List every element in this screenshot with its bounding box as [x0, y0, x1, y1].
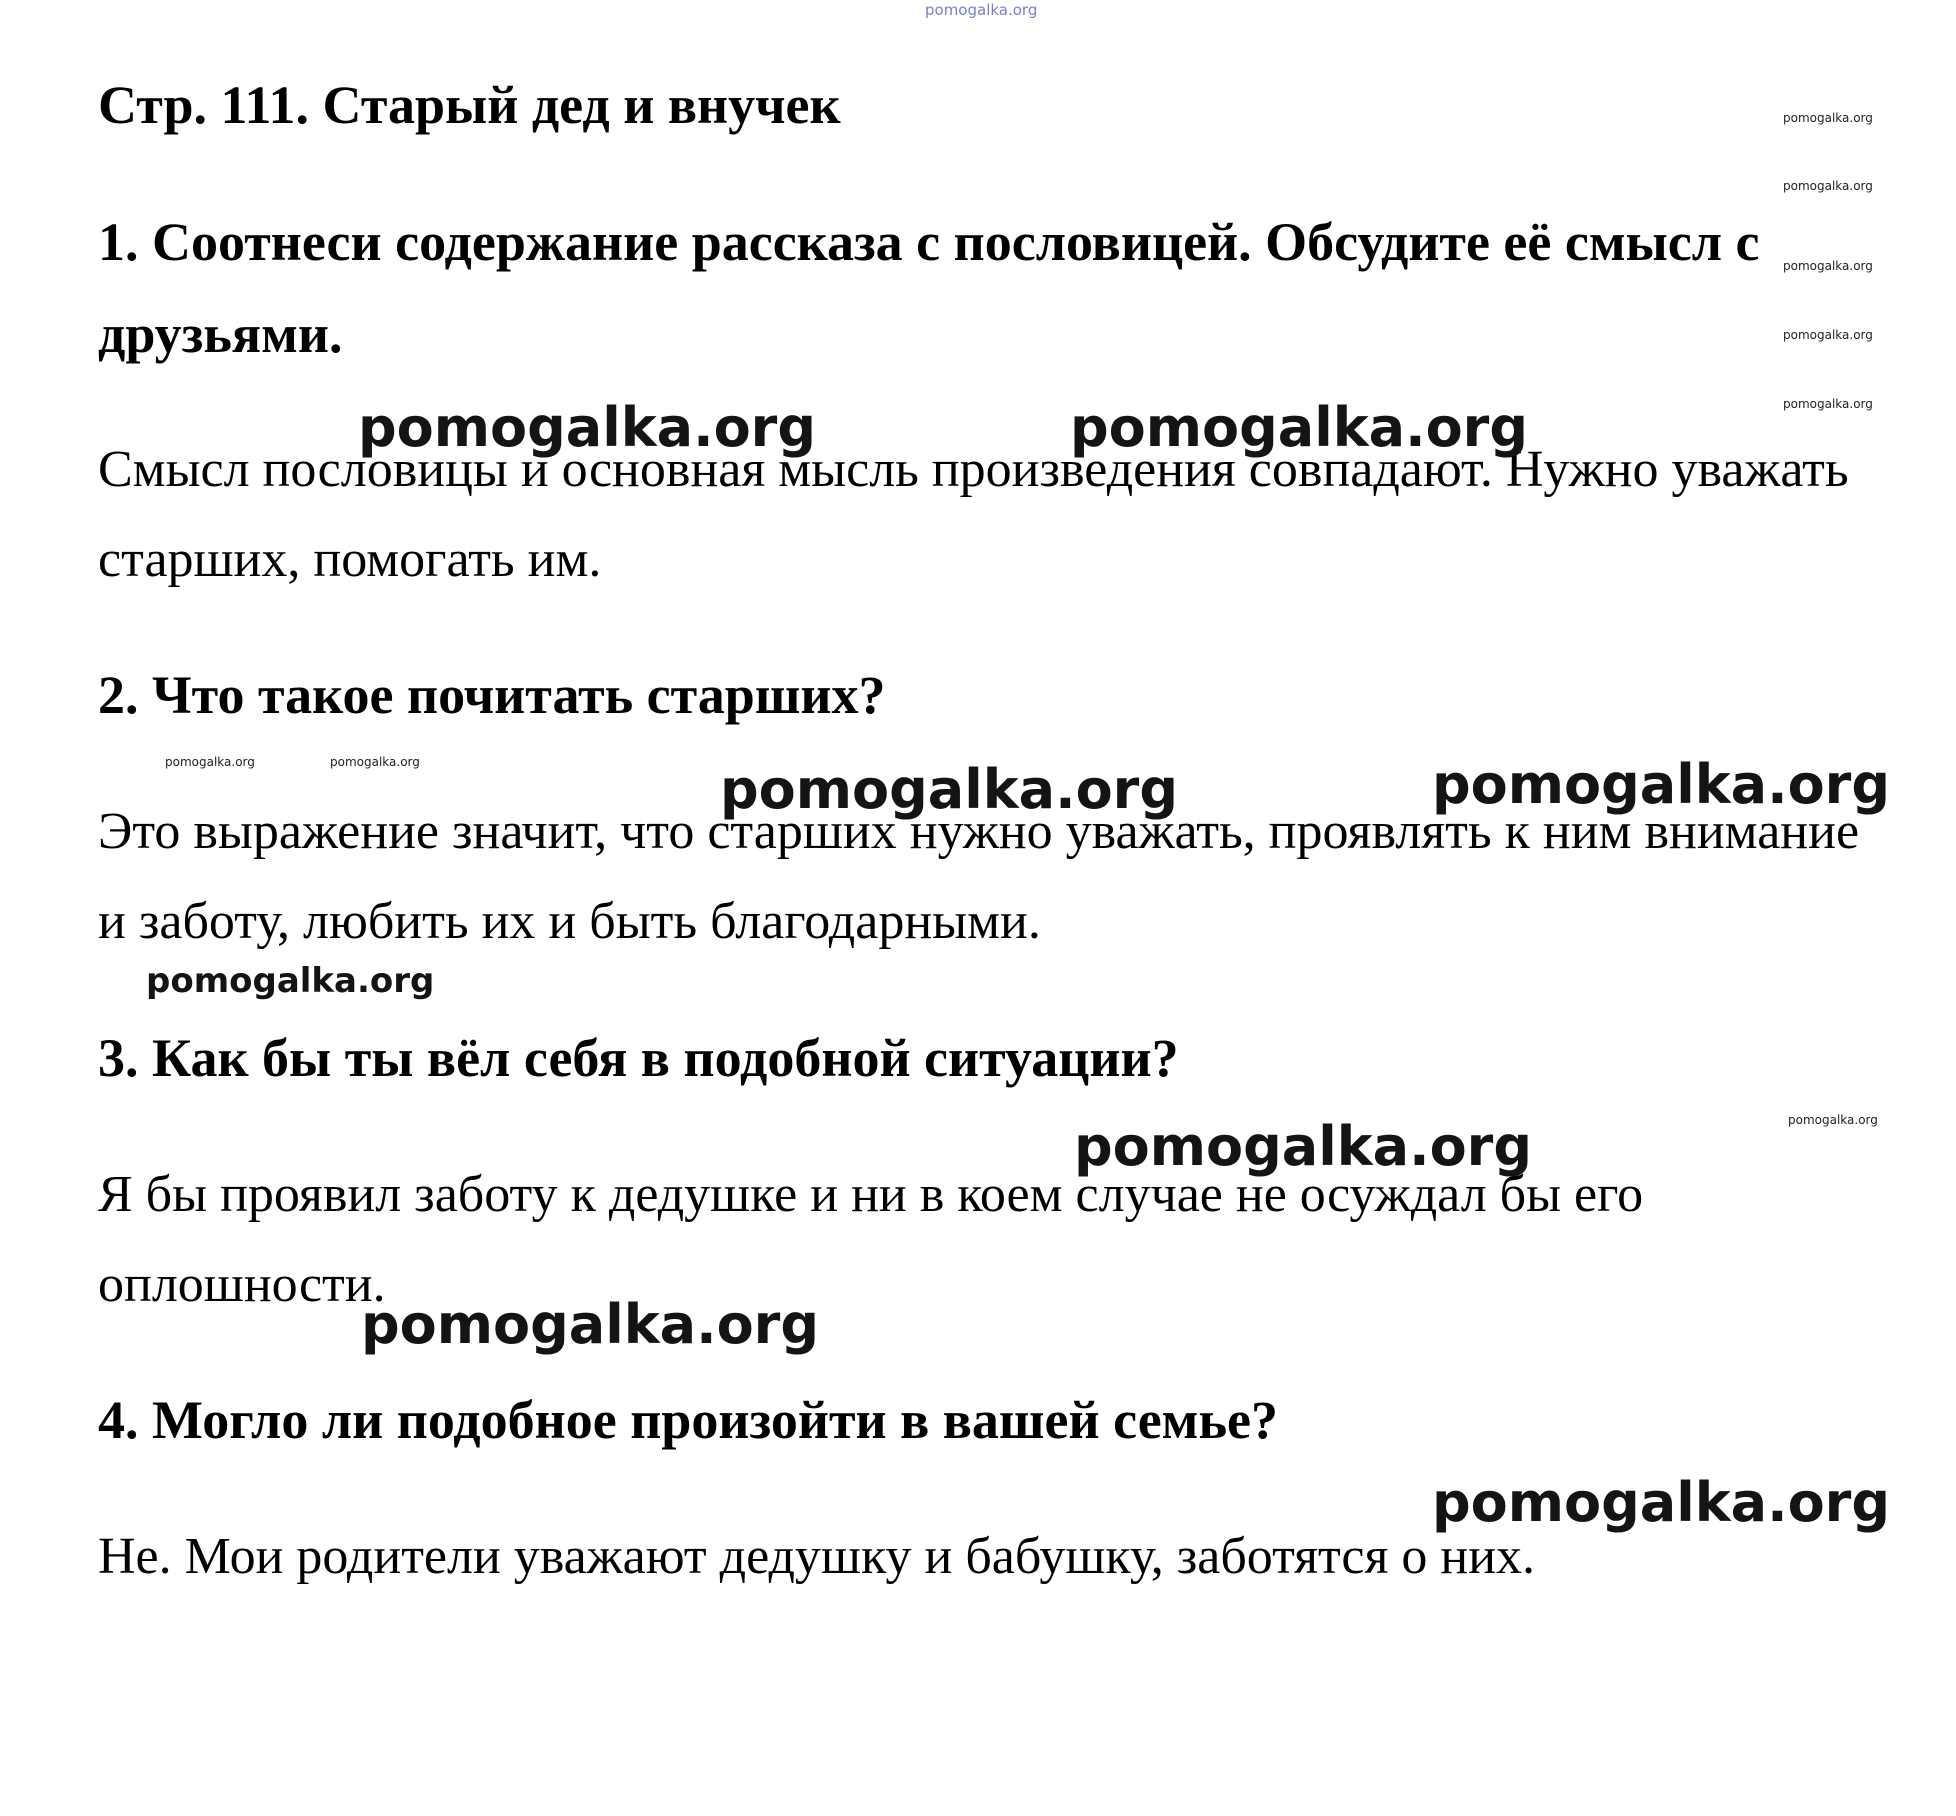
watermark-small: pomogalka.org [1788, 1113, 1878, 1127]
question-2-heading: 2. Что такое почитать старших? [98, 665, 886, 725]
page-title: Стр. 111. Старый дед и внучек [98, 75, 841, 135]
watermark-small: pomogalka.org [1783, 179, 1873, 193]
answer-3: Я бы проявил заботу к дедушке и ни в коем случае не осуждал бы его оплошности. [98, 1166, 1644, 1313]
watermark-large: pomogalka.org [1432, 753, 1890, 816]
watermark-large: pomogalka.org [361, 1293, 819, 1356]
watermark-small: pomogalka.org [165, 755, 255, 769]
watermark-small: pomogalka.org [1783, 397, 1873, 411]
watermark-large: pomogalka.org [720, 758, 1178, 821]
answer-2: Это выражение значит, что старших нужно уважать, проявлять к ним внимание и заботу, любить их и быть благодарными. [98, 803, 1860, 950]
watermark-large: pomogalka.org [1074, 1115, 1532, 1178]
watermark-large: pomogalka.org [1070, 396, 1528, 459]
watermark-large: pomogalka.org [358, 396, 816, 459]
watermark-medium: pomogalka.org [146, 961, 435, 1001]
answer-1: Смысл пословицы и основная мысль произведения совпадают. Нужно уважать старших, помогать им. [98, 441, 1849, 588]
answer-4: Не. Мои родители уважают дедушку и бабушку, заботятся о них. [98, 1528, 1536, 1585]
watermark-small: pomogalka.org [1783, 259, 1873, 273]
question-4-heading: 4. Могло ли подобное произойти в вашей семье? [98, 1390, 1278, 1450]
watermark-small: pomogalka.org [1783, 111, 1873, 125]
watermark-small: pomogalka.org [1783, 328, 1873, 342]
question-1-heading: 1. Соотнеси содержание рассказа с пословицей. Обсудите её смысл с друзьями. [98, 212, 1760, 364]
question-3-heading: 3. Как бы ты вёл себя в подобной ситуации? [98, 1028, 1179, 1088]
watermark-large: pomogalka.org [1432, 1471, 1890, 1534]
watermark-small: pomogalka.org [330, 755, 420, 769]
watermark-top: pomogalka.org [925, 1, 1038, 19]
